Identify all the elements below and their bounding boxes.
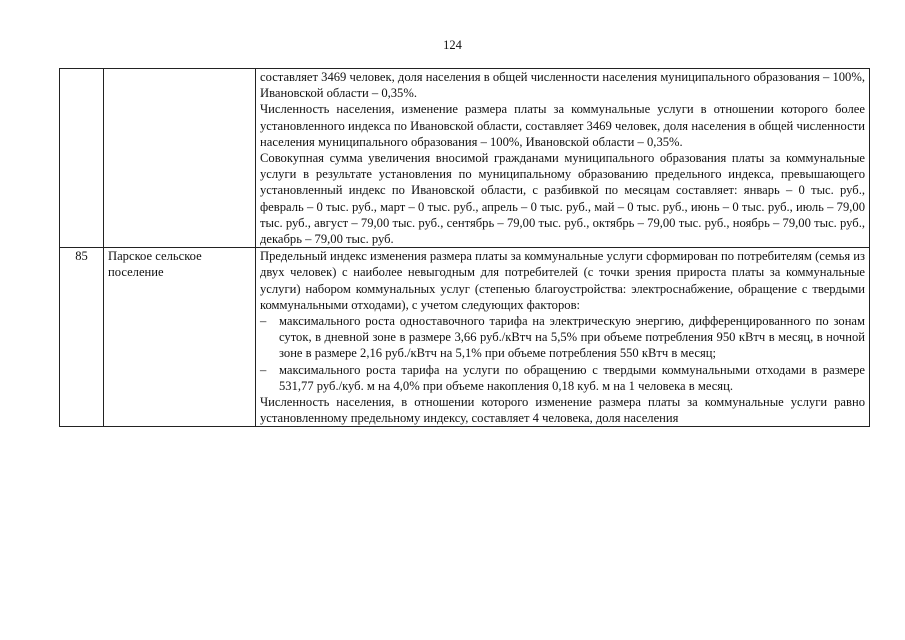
table-row	[60, 248, 870, 427]
table-row	[60, 69, 870, 248]
bullet-dash: –	[260, 362, 267, 377]
list-item-text: максимального роста тарифа на услуги по обращению с твердыми коммунальными отходами в размере 531,77 руб./куб. м на 4,0% при объеме накопления 0,18 куб. м на 1 человека в месяц.	[279, 362, 865, 393]
list-item-text: максимального роста одноставочного тарифа на электрическую энергию, дифференцированного по зонам суток, в дневной зоне в размере 3,66 руб./кВтч на 5,5% при объеме потребления 950 кВтч в месяц, в ночной зоне в размере 2,16 руб./кВтч на 5,1% при объеме потребления 550 кВтч в месяц;	[279, 314, 865, 361]
paragraph: Предельный индекс изменения размера платы за коммунальные услуги сформирован по потребителям (семья из двух человек) с наиболее невыгодным для потребителей (с точки зрения прироста платы за коммунальные услуги) набором коммунальных услуг (степенью благоустройства: электроснабжение, обращение с твердыми коммунальными отходами), с учетом следующих факторов:	[260, 249, 865, 312]
list-item	[260, 362, 865, 394]
municipality-cell	[104, 69, 256, 248]
bullet-dash: –	[260, 314, 267, 329]
paragraph: Численность населения, изменение размера платы за коммунальные услуги в отношении которого более установленного индекса по Ивановской области, составляет 3469 человек, доля населения в общей численности населения муниципального образования – 100%, Ивановской области – 0,35%.	[260, 102, 865, 149]
paragraph: составляет 3469 человек, доля населения в общей численности населения муниципального образования – 100%, Ивановской области – 0,35%.	[260, 70, 865, 101]
list-item	[260, 313, 865, 362]
paragraph: Совокупная сумма увеличения вносимой гражданами муниципального образования платы за коммунальные услуги в результате установления по муниципальному образованию предельного индекса, превышающего установленный индекс по Ивановской области, с разбивкой по месяцам составляет: январь – 0 тыс. руб., февраль – 0 тыс. руб., март – 0 тыс. руб., апрель – 0 тыс. руб., май – 0 тыс. руб., июнь – 0 тыс. руб., июль – 79,00 тыс. руб., август – 79,00 тыс. руб., сентябрь – 79,00 тыс. руб., октябрь – 79,00 тыс. руб., ноябрь – 79,00 тыс. руб., декабрь – 79,00 тыс. руб.	[260, 151, 865, 247]
description-cell	[256, 69, 870, 248]
municipal-index-table	[59, 68, 870, 427]
page-number: 124	[443, 38, 462, 52]
row-number-cell: 85	[60, 248, 104, 427]
row-number-cell	[60, 69, 104, 248]
municipality-cell: Парское сельское поселение	[104, 248, 256, 427]
paragraph: Численность населения, в отношении которого изменение размера платы за коммунальные услуги равно установленному предельному индексу, составляет 4 человека, доля населения	[260, 395, 865, 426]
description-cell	[256, 248, 870, 427]
